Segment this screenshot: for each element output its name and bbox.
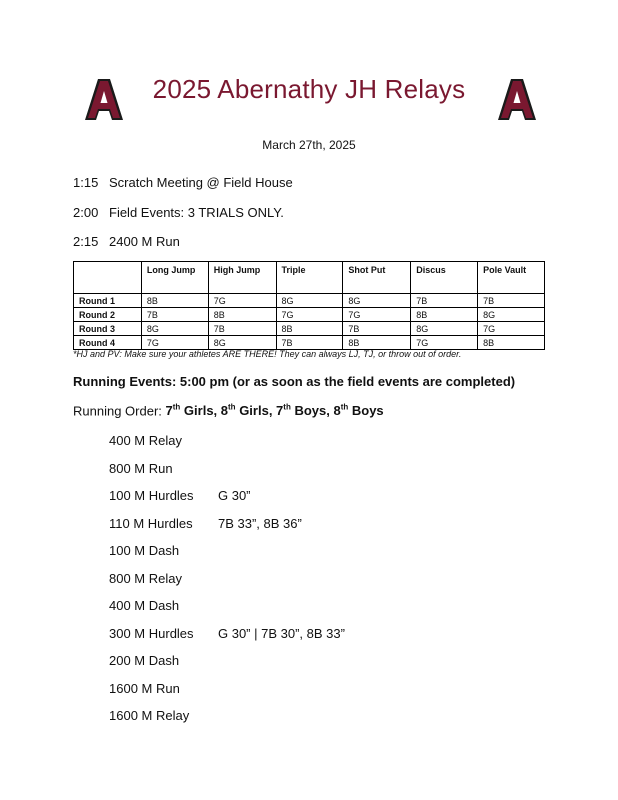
table-cell: 8G [478, 308, 545, 322]
table-header-cell: High Jump [208, 262, 276, 294]
event-date: March 27th, 2025 [262, 138, 356, 152]
table-cell: 7G [343, 308, 411, 322]
order-num: 7 [165, 403, 173, 419]
hurdle-spec: 7B 33”, 8B 36” [218, 516, 302, 531]
table-cell: 7G [478, 322, 545, 336]
schedule-text: 2400 M Run [109, 234, 180, 249]
table-cell: 7B [343, 322, 411, 336]
table-cell: 8B [141, 294, 208, 308]
schedule-time: 1:15 [73, 175, 99, 190]
table-cell: 7B [141, 308, 208, 322]
running-event: 800 M Run [109, 461, 173, 476]
running-event: 400 M Relay [109, 433, 182, 448]
table-header-cell: Triple [276, 262, 343, 294]
running-event: 110 M Hurdles [109, 516, 193, 531]
table-cell: 7B [411, 294, 478, 308]
schedule-time: 2:15 [73, 234, 99, 249]
round-label: Round 3 [74, 322, 142, 336]
table-cell: 7G [411, 336, 478, 350]
table-cell: 8G [343, 294, 411, 308]
field-events-table [73, 261, 545, 350]
hurdle-spec: G 30” [218, 488, 251, 503]
table-row [74, 308, 545, 322]
table-cell: 8G [208, 336, 276, 350]
table-header-cell [74, 262, 142, 294]
schedule-text: Field Events: 3 TRIALS ONLY. [109, 205, 284, 220]
table-cell: 8B [478, 336, 545, 350]
round-label: Round 2 [74, 308, 142, 322]
order-sup: th [340, 403, 349, 412]
table-cell: 7B [276, 336, 343, 350]
table-row [74, 322, 545, 336]
table-header-cell: Long Jump [141, 262, 208, 294]
running-order-label: Running Order: [73, 403, 162, 419]
order-num: 8 [220, 403, 229, 419]
order-sup: th [228, 403, 236, 412]
table-row [74, 336, 545, 350]
svg-text:A: A [104, 121, 105, 122]
schedule-item [73, 205, 284, 220]
table-header-row [74, 262, 545, 294]
round-label: Round 1 [74, 294, 142, 308]
table-cell: 8G [411, 322, 478, 336]
table-note: *HJ and PV: Make sure your athletes ARE THERE! They can always LJ, TJ, or throw out of order. [73, 349, 462, 359]
schedule-text: Scratch Meeting @ Field House [109, 175, 293, 190]
running-order-groups [166, 403, 384, 418]
table-cell: 8G [276, 294, 343, 308]
running-event: 200 M Dash [109, 653, 180, 668]
table-cell: 8B [208, 308, 276, 322]
table-cell: 8B [411, 308, 478, 322]
table-header-cell: Pole Vault [478, 262, 545, 294]
table-cell: 7G [141, 336, 208, 350]
running-events-heading: Running Events: 5:00 pm (or as soon as the field events are completed) [73, 374, 516, 389]
order-sup: th [172, 403, 181, 412]
order-rest: Boys [348, 403, 384, 419]
table-header-cell: Shot Put [343, 262, 411, 294]
round-label: Round 4 [74, 336, 142, 350]
running-event: 100 M Hurdles [109, 488, 194, 503]
running-event: 400 M Dash [109, 598, 180, 613]
table-cell: 8B [343, 336, 411, 350]
table-cell: 7B [478, 294, 545, 308]
running-event: 1600 M Run [109, 681, 180, 696]
table-header-cell: Discus [411, 262, 478, 294]
running-event: 300 M Hurdles [109, 626, 194, 641]
schedule-item [73, 234, 180, 249]
table-cell: 8G [141, 322, 208, 336]
schedule-time: 2:00 [73, 205, 99, 220]
order-num: 8 [333, 403, 341, 419]
table-cell: 7G [208, 294, 276, 308]
order-sup: th [283, 403, 291, 412]
table-row [74, 294, 545, 308]
table-cell: 7B [208, 322, 276, 336]
order-rest: Girls, [180, 403, 221, 419]
page-title: 2025 Abernathy JH Relays [152, 74, 466, 104]
hurdle-spec: G 30” | 7B 30”, 8B 33” [218, 626, 345, 641]
order-rest: Boys, [290, 403, 334, 419]
table-cell: 8B [276, 322, 343, 336]
schedule-item [73, 175, 293, 190]
table-cell: 7G [276, 308, 343, 322]
running-event: 100 M Dash [109, 543, 180, 558]
order-rest: Girls, [235, 403, 277, 419]
running-event: 1600 M Relay [109, 708, 190, 723]
running-order [73, 403, 384, 418]
running-event: 800 M Relay [109, 571, 182, 586]
order-num: 7 [276, 403, 284, 419]
